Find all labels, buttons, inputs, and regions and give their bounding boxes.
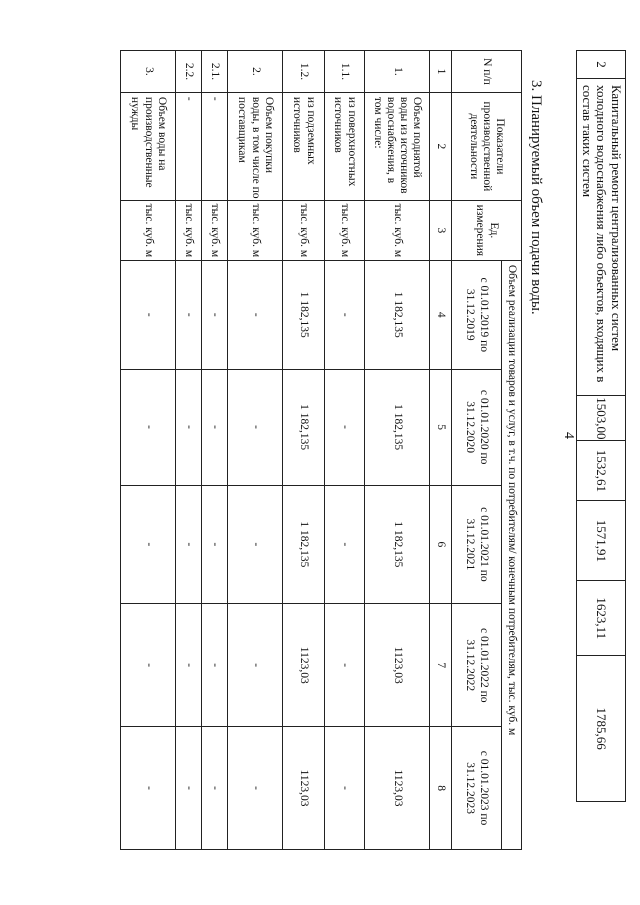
page-number: 4 <box>561 432 576 439</box>
table-row <box>365 51 430 850</box>
row-value: - <box>325 260 365 369</box>
row-value: - <box>176 604 202 727</box>
row-value: - <box>228 260 283 369</box>
table-row <box>228 51 283 850</box>
row-value: 1123,03 <box>365 604 430 727</box>
table-row <box>202 51 228 850</box>
row-value: - <box>176 260 202 369</box>
row-unit: тыс. куб. м <box>325 200 365 260</box>
row-unit: тыс. куб. м <box>365 200 430 260</box>
row-value: - <box>121 260 176 369</box>
table-row <box>176 51 202 850</box>
row-value: - <box>176 727 202 850</box>
column-number: 5 <box>430 369 452 485</box>
row-value: 1 182,135 <box>365 369 430 485</box>
column-number: 2 <box>430 92 452 200</box>
value-cell: 1785,66 <box>577 656 626 802</box>
row-value: - <box>176 485 202 604</box>
row-num: 1. <box>365 51 430 93</box>
row-value: 1 182,135 <box>283 260 325 369</box>
period-header: с 01.01.2023 по 31.12.2023 <box>452 727 502 850</box>
row-name: Объем покупки воды, в том числе по поставщикам <box>228 92 283 200</box>
header-indicator: Показатели производственной деятельности <box>452 92 522 200</box>
value-cell: 1623,11 <box>577 581 626 656</box>
period-header: с 01.01.2019 по 31.12.2019 <box>452 260 502 369</box>
row-unit: тыс. куб. м <box>121 200 176 260</box>
table-row <box>283 51 325 850</box>
row-value: - <box>228 485 283 604</box>
row-name: из подземных источников <box>283 92 325 200</box>
row-name: - <box>176 92 202 200</box>
value-cell: 1532,61 <box>577 441 626 501</box>
row-value: 1 182,135 <box>365 485 430 604</box>
table-row <box>577 51 626 802</box>
column-number: 8 <box>430 727 452 850</box>
row-value: - <box>121 727 176 850</box>
capital-repair-table <box>576 50 626 802</box>
row-value: - <box>228 369 283 485</box>
row-value: - <box>325 369 365 485</box>
row-value: 1 182,135 <box>283 369 325 485</box>
row-num: 1.2. <box>283 51 325 93</box>
row-value: - <box>202 485 228 604</box>
column-number: 6 <box>430 485 452 604</box>
row-value: - <box>325 485 365 604</box>
row-value: 1123,03 <box>365 727 430 850</box>
row-unit: тыс. куб. м <box>283 200 325 260</box>
row-num: 2.2. <box>176 51 202 93</box>
table-row <box>325 51 365 850</box>
row-value: 1123,03 <box>283 604 325 727</box>
row-value: - <box>202 604 228 727</box>
value-cell: 1503,00 <box>577 396 626 441</box>
row-unit: тыс. куб. м <box>176 200 202 260</box>
row-value: - <box>325 727 365 850</box>
row-value: - <box>228 604 283 727</box>
row-value: - <box>121 604 176 727</box>
row-name: из поверхностных источников <box>325 92 365 200</box>
period-header: с 01.01.2022 по 31.12.2022 <box>452 604 502 727</box>
row-num: 2. <box>228 51 283 93</box>
header-group: Объем реализации товаров и услуг, в т.ч. по потребителям/ конечным потребителям, тыс. куб. м <box>502 260 522 849</box>
row-value: - <box>121 485 176 604</box>
row-value: - <box>202 260 228 369</box>
row-unit: тыс. куб. м <box>228 200 283 260</box>
row-name: Объем воды на производственные нужды <box>121 92 176 200</box>
row-value: - <box>176 369 202 485</box>
column-number: 3 <box>430 200 452 260</box>
column-number: 7 <box>430 604 452 727</box>
row-name: - <box>202 92 228 200</box>
water-supply-table <box>120 50 522 850</box>
row-name: Объем поднятой воды из источников водоснабжения, в том числе: <box>365 92 430 200</box>
row-unit: тыс. куб. м <box>202 200 228 260</box>
table-row <box>121 51 176 850</box>
column-number: 4 <box>430 260 452 369</box>
row-value: 1123,03 <box>283 727 325 850</box>
row-value: - <box>202 727 228 850</box>
row-value: - <box>325 604 365 727</box>
header-num: N п/п <box>452 51 522 93</box>
column-number: 1 <box>430 51 452 93</box>
repair-description: Капитальный ремонт централизованных систем холодного водоснабжения либо объектов, входящих в состав таких систем <box>577 78 626 396</box>
row-value: - <box>228 727 283 850</box>
header-row <box>502 51 522 850</box>
row-value: 1 182,135 <box>283 485 325 604</box>
row-value: 1 182,135 <box>365 260 430 369</box>
row-num: 3. <box>121 51 176 93</box>
row-value: - <box>202 369 228 485</box>
period-header: с 01.01.2021 по 31.12.2021 <box>452 485 502 604</box>
row-num: 2.1. <box>202 51 228 93</box>
value-cell: 1571,91 <box>577 501 626 581</box>
column-number-row <box>430 51 452 850</box>
period-header: с 01.01.2020 по 31.12.2020 <box>452 369 502 485</box>
row-value: - <box>121 369 176 485</box>
section-title: 3. Планируемый объем подачи воды. <box>528 80 544 315</box>
row-number: 2 <box>577 51 626 79</box>
header-unit: Ед. измерения <box>452 200 522 260</box>
row-num: 1.1. <box>325 51 365 93</box>
